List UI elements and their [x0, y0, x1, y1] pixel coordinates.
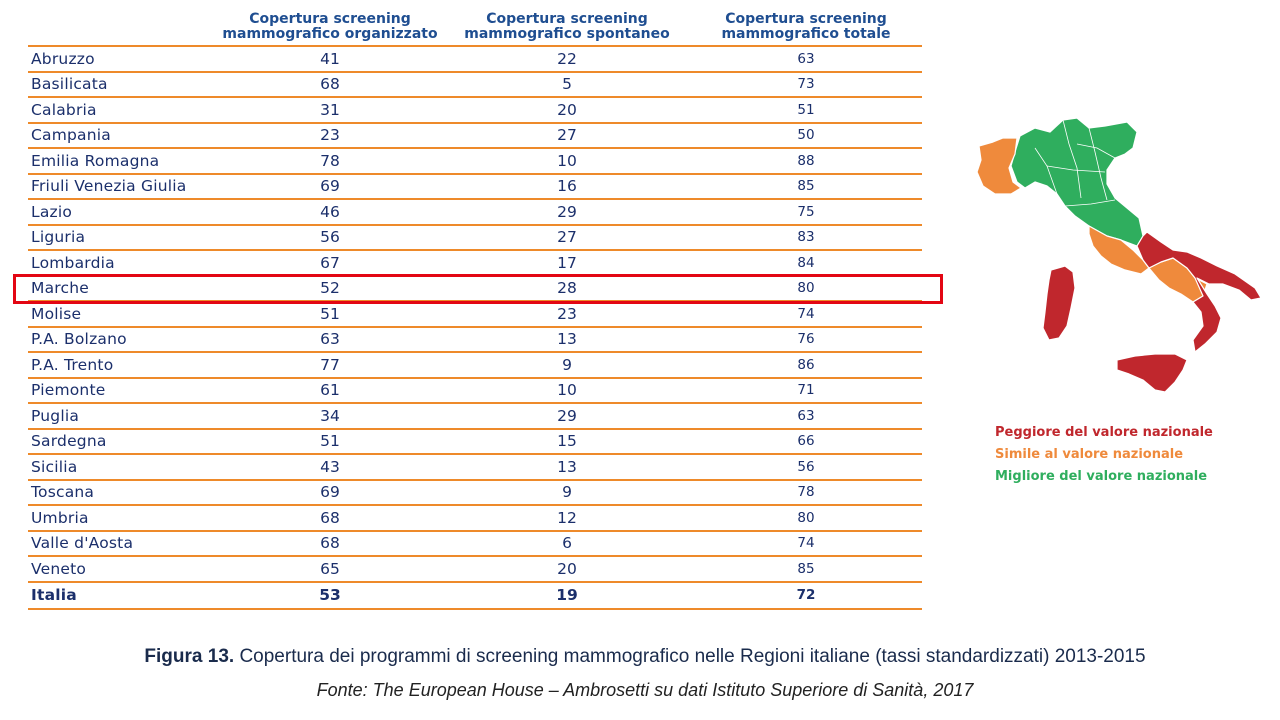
value-totale: 50	[690, 123, 922, 149]
value-totale: 78	[690, 480, 922, 506]
region-name: Basilicata	[28, 72, 216, 98]
value-organizzato: 51	[216, 429, 444, 455]
region-name: Calabria	[28, 97, 216, 123]
table-row	[28, 72, 922, 98]
value-totale: 73	[690, 72, 922, 98]
value-totale: 86	[690, 352, 922, 378]
value-organizzato: 68	[216, 505, 444, 531]
table-row	[28, 505, 922, 531]
value-organizzato: 31	[216, 97, 444, 123]
region-name: Piemonte	[28, 378, 216, 404]
map-region-sicily	[1117, 354, 1187, 392]
value-totale: 80	[690, 276, 922, 302]
value-totale: 66	[690, 429, 922, 455]
value-spontaneo: 16	[444, 174, 690, 200]
table-row	[28, 250, 922, 276]
value-organizzato: 67	[216, 250, 444, 276]
table-header-row	[28, 7, 922, 46]
value-organizzato: 65	[216, 556, 444, 582]
value-spontaneo: 27	[444, 123, 690, 149]
table-row	[28, 429, 922, 455]
table-row	[28, 327, 922, 353]
value-totale: 56	[690, 454, 922, 480]
table-row	[28, 531, 922, 557]
value-totale: 84	[690, 250, 922, 276]
value-organizzato: 56	[216, 225, 444, 251]
region-name: Puglia	[28, 403, 216, 429]
table-row	[28, 174, 922, 200]
value-spontaneo: 15	[444, 429, 690, 455]
value-totale: 83	[690, 225, 922, 251]
region-name: Sicilia	[28, 454, 216, 480]
value-totale: 75	[690, 199, 922, 225]
region-name: Marche	[28, 276, 216, 302]
value-totale: 63	[690, 46, 922, 72]
value-organizzato: 41	[216, 46, 444, 72]
value-totale: 85	[690, 556, 922, 582]
value-spontaneo: 22	[444, 46, 690, 72]
value-totale: 71	[690, 378, 922, 404]
legend-item: Simile al valore nazionale	[995, 447, 1184, 462]
value-organizzato: 46	[216, 199, 444, 225]
table-row	[28, 97, 922, 123]
value-totale: 80	[690, 505, 922, 531]
value-spontaneo: 9	[444, 480, 690, 506]
value-organizzato: 61	[216, 378, 444, 404]
value-organizzato: 53	[216, 582, 444, 609]
value-spontaneo: 10	[444, 378, 690, 404]
value-organizzato: 78	[216, 148, 444, 174]
region-name: Molise	[28, 301, 216, 327]
figure-source: Fonte: The European House – Ambrosetti su dati Istituto Superiore di Sanità, 2017	[316, 680, 974, 700]
value-organizzato: 68	[216, 531, 444, 557]
value-spontaneo: 17	[444, 250, 690, 276]
region-name: Valle d'Aosta	[28, 531, 216, 557]
region-name: Veneto	[28, 556, 216, 582]
table-row	[28, 378, 922, 404]
header-region	[28, 7, 216, 46]
legend-item: Migliore del valore nazionale	[995, 469, 1208, 484]
table-row	[28, 225, 922, 251]
value-totale: 74	[690, 301, 922, 327]
value-organizzato: 68	[216, 72, 444, 98]
map-region-sardinia	[1043, 266, 1075, 340]
value-totale: 76	[690, 327, 922, 353]
value-spontaneo: 27	[444, 225, 690, 251]
total-row	[28, 582, 922, 609]
table-row	[28, 454, 922, 480]
region-name: Lombardia	[28, 250, 216, 276]
region-name: Campania	[28, 123, 216, 149]
table-row	[28, 352, 922, 378]
value-organizzato: 69	[216, 480, 444, 506]
table-row	[28, 556, 922, 582]
header-totale: Copertura screening mammografico totale	[690, 7, 922, 46]
value-spontaneo: 23	[444, 301, 690, 327]
value-spontaneo: 20	[444, 556, 690, 582]
value-organizzato: 23	[216, 123, 444, 149]
value-spontaneo: 9	[444, 352, 690, 378]
value-spontaneo: 29	[444, 403, 690, 429]
figure-caption	[0, 646, 1280, 668]
value-totale: 63	[690, 403, 922, 429]
header-spontaneo: Copertura screening mammografico spontaneo	[444, 7, 690, 46]
region-name: Lazio	[28, 199, 216, 225]
value-organizzato: 34	[216, 403, 444, 429]
figure-title: Copertura dei programmi di screening mammografico nelle Regioni italiane (tassi standardizzati) 2013-2015	[234, 646, 1146, 667]
map-legend	[995, 425, 1213, 491]
region-name: Toscana	[28, 480, 216, 506]
table-row	[28, 301, 922, 327]
value-totale: 72	[690, 582, 922, 609]
region-name: Liguria	[28, 225, 216, 251]
region-name: P.A. Bolzano	[28, 327, 216, 353]
figure-label: Figura 13.	[144, 646, 235, 667]
table-row	[28, 403, 922, 429]
value-spontaneo: 13	[444, 327, 690, 353]
value-totale: 74	[690, 531, 922, 557]
value-spontaneo: 5	[444, 72, 690, 98]
screening-coverage-table	[28, 7, 922, 610]
marche-highlight-box	[13, 274, 943, 304]
table-row	[28, 148, 922, 174]
value-spontaneo: 10	[444, 148, 690, 174]
map-region-north	[1011, 118, 1143, 246]
legend-item: Peggiore del valore nazionale	[995, 425, 1213, 440]
region-name: Italia	[28, 582, 216, 609]
region-name: Friuli Venezia Giulia	[28, 174, 216, 200]
region-name: Abruzzo	[28, 46, 216, 72]
value-spontaneo: 28	[444, 276, 690, 302]
value-spontaneo: 12	[444, 505, 690, 531]
value-organizzato: 63	[216, 327, 444, 353]
table-row	[28, 199, 922, 225]
table-row	[28, 123, 922, 149]
table-row	[28, 480, 922, 506]
value-spontaneo: 19	[444, 582, 690, 609]
value-organizzato: 43	[216, 454, 444, 480]
header-organizzato: Copertura screening mammografico organizzato	[216, 7, 444, 46]
value-spontaneo: 13	[444, 454, 690, 480]
region-name: Umbria	[28, 505, 216, 531]
value-spontaneo: 6	[444, 531, 690, 557]
value-organizzato: 52	[216, 276, 444, 302]
region-name: P.A. Trento	[28, 352, 216, 378]
italy-map	[965, 108, 1265, 398]
value-organizzato: 51	[216, 301, 444, 327]
value-spontaneo: 20	[444, 97, 690, 123]
value-totale: 88	[690, 148, 922, 174]
region-name: Emilia Romagna	[28, 148, 216, 174]
value-totale: 85	[690, 174, 922, 200]
region-name: Sardegna	[28, 429, 216, 455]
value-totale: 51	[690, 97, 922, 123]
value-organizzato: 69	[216, 174, 444, 200]
value-spontaneo: 29	[444, 199, 690, 225]
table-row	[28, 46, 922, 72]
value-organizzato: 77	[216, 352, 444, 378]
